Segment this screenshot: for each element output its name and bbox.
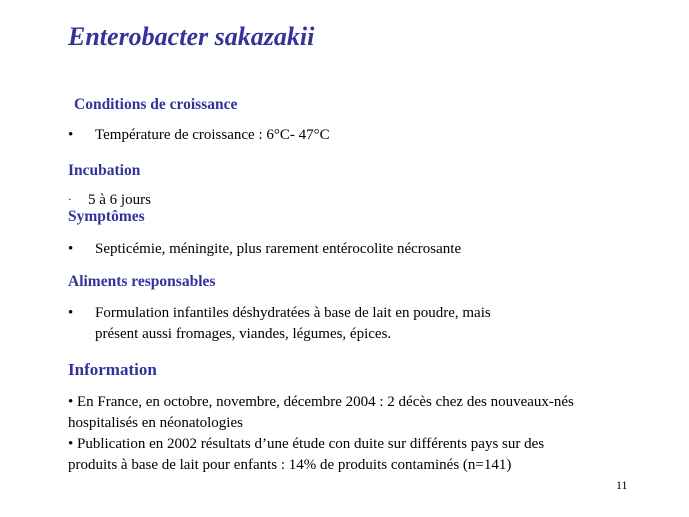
slide-title: Enterobacter sakazakii <box>68 22 315 51</box>
incubation-text: 5 à 6 jours <box>88 192 151 208</box>
heading-aliments: Aliments responsables <box>68 273 216 290</box>
heading-conditions: Conditions de croissance <box>74 96 238 113</box>
aliments-text-line2: présent aussi fromages, viandes, légumes, épices. <box>95 326 392 342</box>
page-number: 11 <box>616 478 628 492</box>
heading-incubation: Incubation <box>68 162 141 179</box>
information-line-4: produits à base de lait pour enfants : 14% de produits contaminés (n=141) <box>68 457 512 473</box>
bullet: · <box>68 194 72 206</box>
bullet: • <box>68 305 74 321</box>
aliments-text-line1: Formulation infantiles déshydratées à base de lait en poudre, mais <box>95 305 491 321</box>
information-line-3: • Publication en 2002 résultats d’une étude con duite sur différents pays sur des <box>68 436 545 452</box>
bullet: • <box>68 241 74 257</box>
conditions-text: Température de croissance : 6°C- 47°C <box>95 127 330 143</box>
heading-symptomes: Symptômes <box>68 208 145 225</box>
information-line-1: • En France, en octobre, novembre, décembre 2004 : 2 décès chez des nouveaux-nés <box>68 394 574 410</box>
information-line-2: hospitalisés en néonatologies <box>68 415 243 431</box>
bullet: • <box>68 127 74 143</box>
symptomes-text: Septicémie, méningite, plus rarement entérocolite nécrosante <box>95 241 462 257</box>
heading-information: Information <box>68 360 157 379</box>
